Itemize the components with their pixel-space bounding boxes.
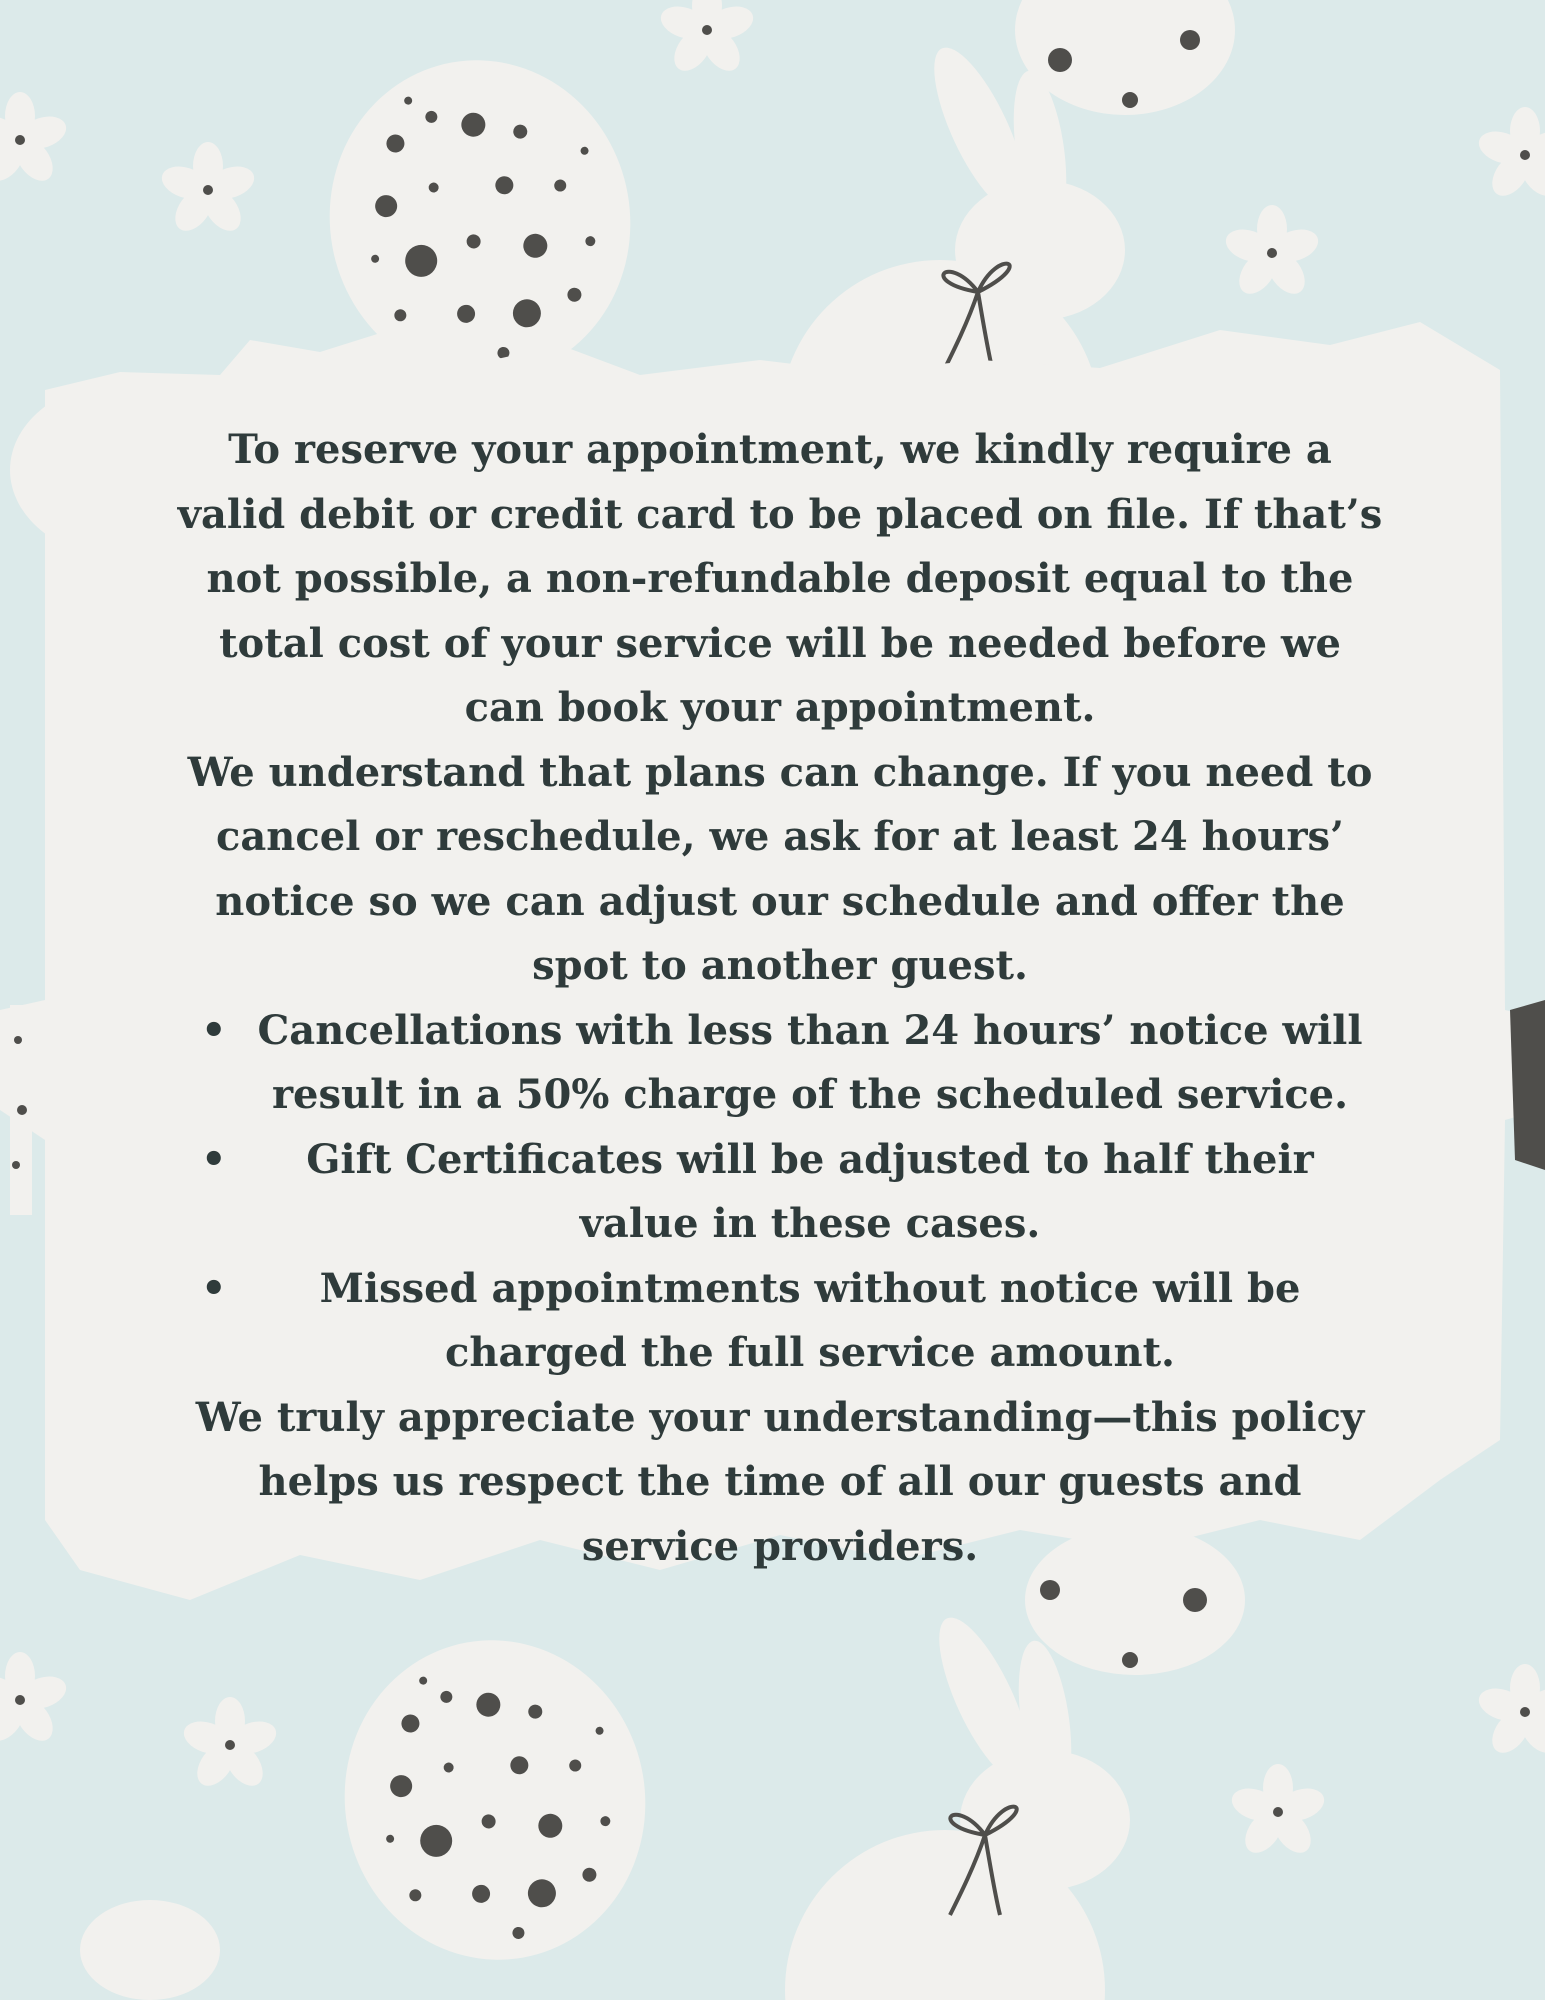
list-item-text: Gift Certificates will be adjusted to half their value in these cases.: [306, 1135, 1314, 1247]
flower-icon: [1475, 1664, 1545, 1760]
flower-icon: [180, 1697, 281, 1793]
list-item: [175, 1128, 1385, 1257]
policy-text: [175, 418, 1385, 1579]
egg-icon: [319, 1616, 670, 1983]
list-item: [175, 999, 1385, 1128]
cancellation-notice-paragraph: We understand that plans can change. If you need to cancel or reschedule, we ask for at least 24 hours’ notice so we can adjust our schedule and offer the spot to another guest.: [187, 748, 1373, 989]
list-item-text: Missed appointments without notice will be charged the full service amount.: [319, 1264, 1301, 1376]
bunny-icon: [785, 1607, 1130, 2000]
list-item: [175, 1257, 1385, 1386]
penalty-list: [175, 999, 1385, 1386]
flower-icon: [657, 0, 758, 78]
booking-requirement-paragraph: To reserve your appointment, we kindly require a valid debit or credit card to be placed on file. If that’s not possible, a non-refundable deposit equal to the total cost of your service will be needed before we can book your appointment.: [177, 426, 1383, 731]
flower-icon: [1222, 205, 1323, 301]
flower-icon: [0, 92, 70, 188]
flower-icon: [1228, 1764, 1329, 1860]
flower-icon: [1475, 107, 1545, 203]
flower-icon: [0, 1652, 70, 1748]
closing-paragraph: We truly appreciate your understanding—this policy helps us respect the time of all our guests and service providers.: [195, 1393, 1365, 1570]
list-item-text: Cancellations with less than 24 hours’ notice will result in a 50% charge of the scheduled service.: [257, 1006, 1363, 1118]
flower-icon: [158, 142, 259, 238]
bullet-icon: •: [201, 1135, 227, 1183]
bullet-icon: •: [201, 1006, 227, 1054]
bullet-icon: •: [201, 1264, 227, 1312]
